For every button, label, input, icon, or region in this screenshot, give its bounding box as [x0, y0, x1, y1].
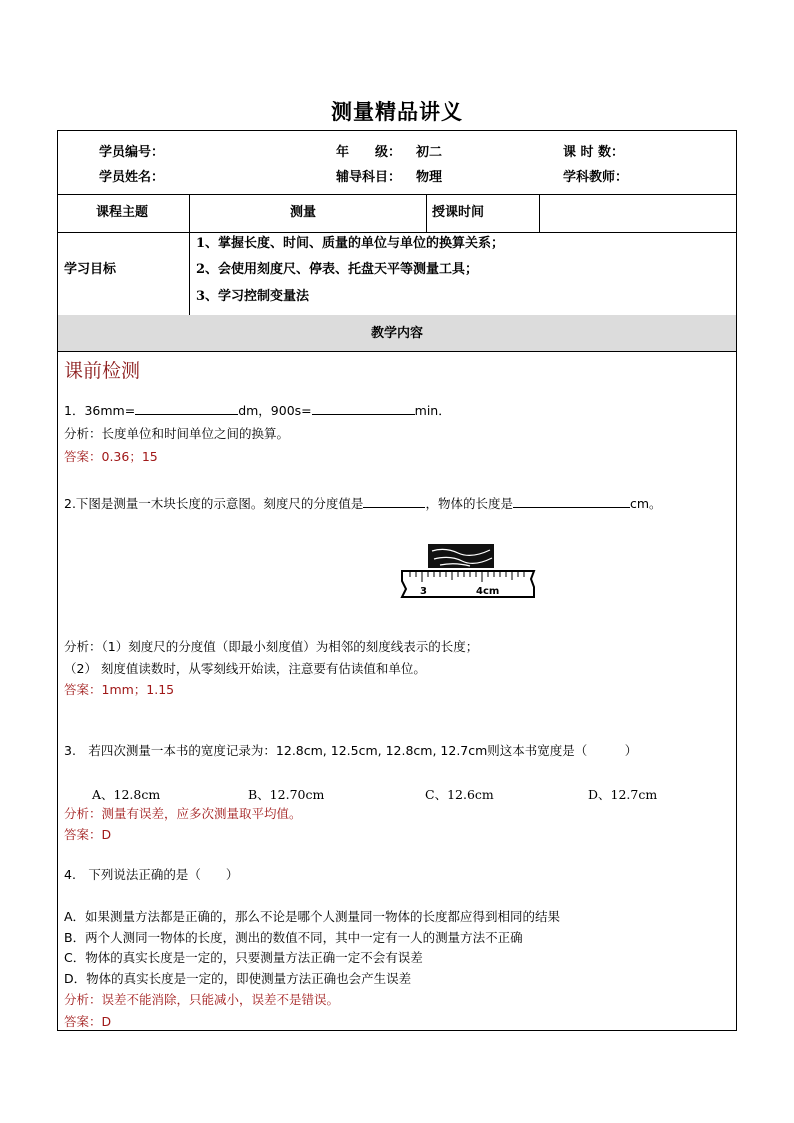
question-4: 4. 下列说法正确的是（ ）: [64, 867, 239, 882]
ruler-label-4cm: 4cm: [476, 586, 500, 597]
goals-label: 学习目标: [64, 262, 117, 277]
q3-answer: 答案：D: [64, 827, 112, 842]
lesson-table: [57, 130, 737, 1031]
grade-value: 初二: [416, 145, 443, 160]
divider: [58, 351, 736, 352]
q2-answer: 答案：1mm；1.15: [64, 682, 175, 697]
q4-option-a: A．如果测量方法都是正确的，那么不论是哪个人测量同一物体的长度都应得到相同的结果: [64, 909, 561, 924]
section-title: 课前检测: [64, 360, 141, 382]
goal-item: 1、掌握长度、时间、质量的单位与单位的换算关系；: [196, 236, 505, 251]
q2-analysis-2: （2） 刻度值读数时，从零刻线开始读，注意要有估读值和单位。: [64, 661, 426, 676]
divider: [189, 194, 190, 315]
q4-analysis: 分析：误差不能消除，只能减小，误差不是错误。: [64, 992, 340, 1007]
q1-analysis: 分析：长度单位和时间单位之间的换算。: [64, 426, 290, 441]
grade-label: 年 级：: [336, 145, 402, 160]
q4-answer: 答案：D: [64, 1014, 112, 1029]
subject-label: 辅导科目：: [336, 170, 402, 185]
question-2: [64, 495, 662, 512]
divider: [426, 194, 427, 232]
divider: [539, 194, 540, 232]
lessons-label: 课 时 数：: [563, 145, 625, 160]
ruler-label-3: 3: [420, 586, 427, 597]
topic-value: 测量: [290, 205, 317, 220]
page-title: 测量精品讲义: [331, 99, 463, 124]
q3-analysis: 分析：测量有误差，应多次测量取平均值。: [64, 806, 302, 821]
answer-blank: [135, 402, 238, 415]
topic-label: 课程主题: [96, 205, 149, 220]
answer-blank: [312, 402, 415, 415]
answer-blank: [363, 495, 425, 508]
student-name-label: 学员姓名：: [99, 170, 165, 185]
q4-option-c: C．物体的真实长度是一定的，只要测量方法正确一定不会有误差: [64, 950, 423, 965]
content-label: 教学内容: [370, 326, 423, 341]
student-id-label: 学员编号：: [99, 145, 165, 160]
q3-option-d: D、12.7cm: [588, 787, 658, 802]
q2-text-a: 2.下图是测量一木块长度的示意图。刻度尺的分度值是: [64, 496, 364, 511]
teacher-label: 学科教师：: [563, 170, 629, 185]
goal-item: 2、会使用刻度尺、停表、托盘天平等测量工具；: [196, 262, 479, 277]
q1-answer: 答案：0.36；15: [64, 449, 158, 464]
q4-option-b: B．两个人测同一物体的长度，测出的数值不同，其中一定有一人的测量方法不正确: [64, 930, 523, 945]
subject-value: 物理: [416, 170, 443, 185]
ruler-diagram: [400, 541, 538, 603]
q1-text-c: min．: [414, 403, 451, 418]
q1-text-b: dm，900s=: [238, 403, 312, 418]
q2-text-b: ，物体的长度是: [425, 496, 513, 511]
goal-item: 3、学习控制变量法: [196, 289, 310, 304]
q1-text-a: 1．36mm=: [64, 403, 136, 418]
q2-text-c: cm。: [629, 496, 662, 511]
divider: [58, 232, 736, 233]
divider: [58, 194, 736, 195]
question-3: 3. 若四次测量一本书的宽度记录为：12.8cm, 12.5cm, 12.8cm, 12.7cm则这本书宽度是（ ）: [64, 743, 638, 758]
question-1: [64, 402, 451, 419]
time-label: 授课时间: [432, 205, 485, 220]
q3-option-b: B、12.70cm: [248, 787, 325, 802]
q2-analysis-1: 分析：（1）刻度尺的分度值（即最小刻度值）为相邻的刻度线表示的长度；: [64, 639, 479, 654]
q3-option-c: C、12.6cm: [425, 787, 494, 802]
q3-option-a: A、12.8cm: [92, 787, 161, 802]
q4-option-d: D．物体的真实长度是一定的，即使测量方法正确也会产生误差: [64, 971, 412, 986]
answer-blank: [513, 495, 630, 508]
